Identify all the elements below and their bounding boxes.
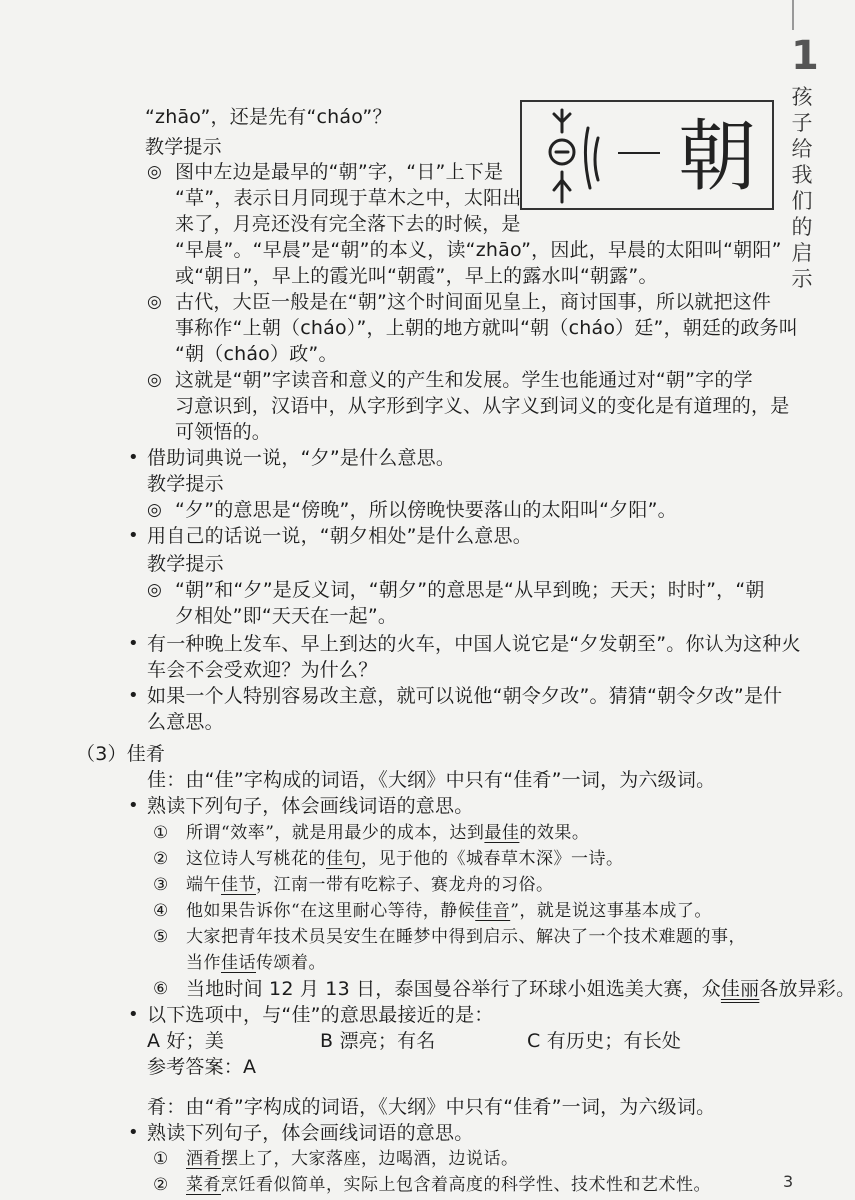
item-marker: ① (153, 1149, 169, 1169)
underlined-word: 菜肴 (186, 1175, 221, 1195)
item-marker: ② (153, 1175, 169, 1195)
modern-zhao-char: 朝 (677, 112, 756, 202)
text-line: 图中左边是最早的“朝”字，“日”上下是 (175, 161, 504, 183)
text-line: 或“朝日”，早上的霞光叫“朝霞”，早上的露水叫“朝露”。 (175, 265, 658, 287)
text-line (186, 1145, 519, 1173)
text-line: B 漂亮；有名 (320, 1030, 436, 1052)
text-line (186, 871, 554, 899)
text-segment: 当作 (186, 953, 221, 973)
text-line: 夕相处”即“天天在一起”。 (175, 605, 398, 627)
text-line: 参考答案：A (147, 1056, 257, 1078)
text-line: 么意思。 (147, 711, 224, 733)
text-line: 有一种晚上发车、早上到达的火车，中国人说它是“夕发朝至”。你认为这种火 (147, 633, 801, 655)
text-line: “草”，表示日月同现于草木之中，太阳出 (175, 187, 522, 209)
underlined-word: 佳丽 (720, 978, 760, 1000)
text-line: “夕”的意思是“傍晚”，所以傍晚快要落山的太阳叫“夕阳”。 (175, 499, 677, 521)
text-line (186, 1171, 711, 1199)
underlined-word: 酒肴 (186, 1149, 221, 1169)
underlined-word: 佳话 (221, 953, 256, 973)
chapter-title: 孩子给我们的启示 (791, 85, 813, 291)
text-line: 教学提示 (147, 553, 224, 575)
text-segment: ，江南一带有吃粽子、赛龙舟的习俗。 (256, 875, 554, 895)
text-line: “早晨”。“早晨”是“朝”的本义，读“zhāo”，因此，早晨的太阳叫“朝阳” (175, 239, 782, 261)
bullet-dot: • (128, 1122, 139, 1143)
item-marker: ◎ (147, 370, 162, 390)
text-line: 来了，月亮还没有完全落下去的时候，是 (175, 213, 521, 235)
text-segment: 大家把青年技术员吴安生在睡梦中得到启示、解决了一个技术难题的事， (186, 927, 746, 947)
item-marker: ◎ (147, 162, 162, 182)
text-line: “zhāo”，还是先有“cháo”？ (145, 106, 392, 128)
text-line: 习意识到，汉语中，从字形到字义、从字义到词义的变化是有道理的，是 (175, 395, 790, 417)
text-line: “朝（cháo）政”。 (175, 343, 338, 365)
text-line: 熟读下列句子，体会画线词语的意思。 (147, 1122, 474, 1144)
text-line: 如果一个人特别容易改主意，就可以说他“朝令夕改”。猜猜“朝令夕改”是什 (147, 685, 783, 707)
underlined-word: 佳节 (221, 875, 256, 895)
item-marker: ④ (153, 901, 169, 921)
text-segment: 端午 (186, 875, 221, 895)
item-marker: ⑤ (153, 927, 169, 947)
text-line: 熟读下列句子，体会画线词语的意思。 (147, 795, 474, 817)
bullet-dot: • (128, 447, 139, 468)
character-evolution-figure (520, 100, 774, 210)
text-line: C 有历史；有长处 (527, 1030, 682, 1052)
text-line: 教学提示 (147, 473, 224, 495)
text-line: “朝”和“夕”是反义词，“朝夕”的意思是“从早到晚；天天；时时”，“朝 (175, 579, 765, 601)
bullet-dot: • (128, 1004, 139, 1025)
text-line: 借助词典说一说，“夕”是什么意思。 (147, 447, 456, 469)
text-segment: 所谓“效率”，就是用最少的成本，达到 (186, 823, 485, 843)
bullet-dot: • (128, 795, 139, 816)
chapter-number: 1 (791, 33, 819, 79)
item-marker: ⑥ (153, 979, 169, 999)
bullet-dot: • (128, 525, 139, 546)
text-segment: ，见于他的《城春草木深》一诗。 (361, 849, 624, 869)
text-line (186, 923, 746, 951)
text-line (186, 949, 326, 977)
text-segment: 的效果。 (519, 823, 590, 843)
item-marker: ◎ (147, 292, 162, 312)
item-marker: ② (153, 849, 169, 869)
text-line (186, 819, 589, 847)
text-line: 事称作“上朝（cháo）”，上朝的地方就叫“朝（cháo）廷”，朝廷的政务叫 (175, 317, 798, 339)
underlined-word: 最佳 (484, 823, 520, 843)
ancient-zhao-glyph (540, 108, 604, 204)
text-segment: 烹饪看似简单，实际上包含着高度的科学性、技术性和艺术性。 (221, 1175, 711, 1195)
item-marker: ◎ (147, 580, 162, 600)
text-line: 佳：由“佳”字构成的词语，《大纲》中只有“佳肴”一词，为六级词。 (147, 769, 716, 791)
text-segment: 摆上了，大家落座，边喝酒，边说话。 (221, 1149, 519, 1169)
text-line: 肴：由“肴”字构成的词语，《大纲》中只有“佳肴”一词，为六级词。 (147, 1096, 716, 1118)
text-line: 用自己的话说一说，“朝夕相处”是什么意思。 (147, 525, 532, 547)
text-segment: 这位诗人写桃花的 (186, 849, 326, 869)
underlined-word: 佳音 (475, 901, 511, 921)
text-line: （3）佳肴 (76, 743, 166, 765)
text-line: 教学提示 (145, 136, 222, 158)
bullet-dot: • (128, 633, 139, 654)
arrow-icon (618, 152, 660, 154)
text-line: 车会不会受欢迎？为什么？ (147, 659, 378, 681)
text-segment: 各放异彩。 (759, 978, 855, 1000)
text-line (186, 975, 855, 1003)
item-marker: ③ (153, 875, 169, 895)
text-line (186, 845, 624, 873)
bullet-dot: • (128, 685, 139, 706)
text-line: A 好；美 (147, 1030, 225, 1052)
text-segment: ”，就是说这事基本成了。 (510, 901, 712, 921)
text-line: 这就是“朝”字读音和意义的产生和发展。学生也能通过对“朝”字的学 (175, 369, 753, 391)
text-segment: 传颂着。 (256, 953, 326, 973)
text-line: 可领悟的。 (175, 421, 272, 443)
underlined-word: 佳句 (326, 849, 361, 869)
text-line (186, 897, 712, 925)
item-marker: ① (153, 823, 169, 843)
text-segment: 当地时间 12 月 13 日，泰国曼谷举行了环球小姐选美大赛，众 (186, 978, 721, 1000)
item-marker: ◎ (147, 500, 162, 520)
text-segment: 他如果告诉你“在这里耐心等待，静候 (186, 901, 476, 921)
text-line: 以下选项中，与“佳”的意思最接近的是： (147, 1004, 494, 1026)
page-number: 3 (783, 1172, 794, 1191)
text-line: 古代，大臣一般是在“朝”这个时间面见皇上，商讨国事，所以就把这件 (175, 291, 772, 313)
chapter-tab-rule (792, 0, 814, 30)
